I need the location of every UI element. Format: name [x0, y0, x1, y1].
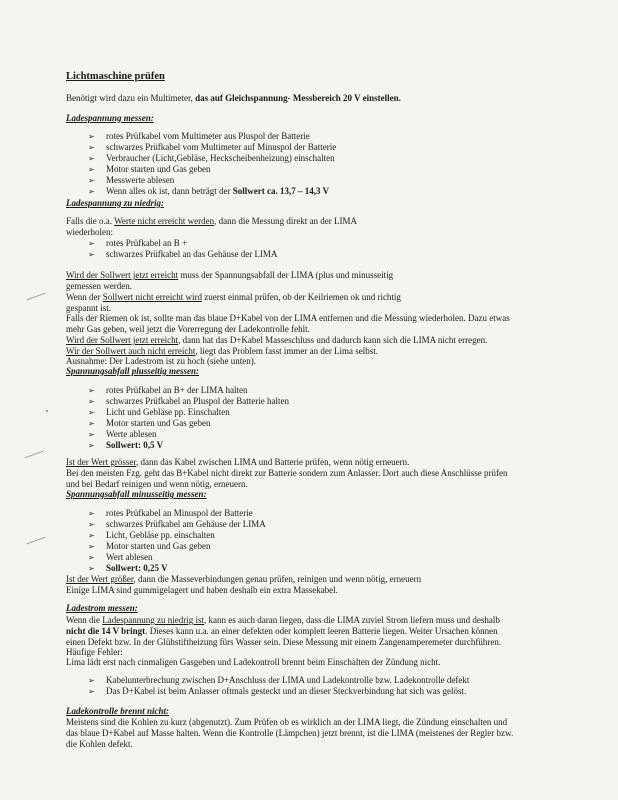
scan-mark — [26, 537, 45, 545]
paragraph-line: Ist der Wert größer, dann die Masseverbindungen genau prüfen, reinigen und wenn nötig, erneuern — [66, 574, 422, 584]
paragraph-line: und bei Bedarf reinigen und wenn nötig, erneuern. — [66, 479, 248, 489]
paragraph-line: einen Defekt bzw. In der Glühstiftheizung fürs Wasser sein. Diese Messung mit einem Zangenamperemeter durchführen. — [66, 637, 502, 647]
paragraph-line: Wenn der Sollwert nicht erreicht wird zuerst einmal prüfen, ob der Keilriemen ok und richtig — [66, 292, 401, 302]
paragraph-line: Häufige Fehler: — [66, 647, 123, 657]
list-item: ➢ Motor starten und Gas geben — [88, 418, 211, 428]
list-item: ➢ Licht, Gebläse pp. einschalten — [88, 530, 215, 540]
paragraph-line: Ausnahme: Der Ladestrom ist zu hoch (siehe unten). — [66, 356, 256, 366]
paragraph-line: Falls der Riemen ok ist, sollte man das blaue D+Kabel von der LIMA entfernen und die Messung wiederholen. Dazu etwas — [66, 313, 510, 323]
paragraph-line: Wird der Sollwert jetzt erreicht muss der Spannungsabfall der LIMA (plus und minusseitig — [66, 270, 394, 280]
paragraph-line: Einige LIMA sind gummigelagert und haben deshalb ein extra Massekabel. — [66, 585, 338, 595]
list-item: ➢ Sollwert: 0,5 V — [88, 440, 164, 450]
paragraph-line: mehr Gas geben, weil jetzt die Vorerregung der Ladekontrolle fehlt. — [66, 324, 310, 334]
paragraph-line: das blaue D+Kabel auf Masse halten. Wenn die Kontrolle (Lämpchen) jetzt brennt, ist die LIMA (meistenes der Regler bzw. — [66, 728, 514, 738]
intro-line: Benötigt wird dazu ein Multimeter, das auf Gleichspannung- Messbereich 20 V einstellen. — [66, 93, 401, 103]
list-item: ➢ rotes Prüfkabel an B + — [88, 238, 188, 248]
list-item: ➢ rotes Prüfkabel vom Multimeter aus Pluspol der Batterie — [88, 131, 310, 141]
paragraph-line: wiederholen: — [66, 227, 113, 237]
heading-ladespannung-zu-niedrig: Ladespannung zu niedrig: — [66, 198, 165, 208]
heading-ladestrom-messen: Ladestrom messen: — [66, 603, 138, 613]
scan-dot — [46, 410, 48, 412]
paragraph-line: Wir der Sollwert auch nicht erreicht, liegt das Problem fasst immer an der Lima selbst. — [66, 346, 379, 356]
list-item: ➢ Wenn alles ok ist, dann beträgt der Sollwert ca. 13,7 – 14,3 V — [88, 186, 330, 196]
paragraph-line: Bei den meisten Fzg. geht das B+Kabel nicht direkt zur Batterie sondern zum Anlasser. Dort auch diese Anschlüsse prüfen — [66, 468, 508, 478]
paragraph-line: die Kohlen defekt. — [66, 739, 133, 749]
paragraph-line: nicht die 14 V bringt. Dieses kann u.a. an einer defekten oder komplett leeren Batterie liegen. Weiter Ursachen können — [66, 626, 498, 636]
list-item: ➢ Licht und Gebläse pp. Einschalten — [88, 407, 230, 417]
list-item: ➢ Kabelunterbrechung zwischen D+Anschluss der LIMA und Ladekontrolle bzw. Ladekontrolle defekt — [88, 675, 470, 685]
list-item: ➢ rotes Prüfkabel an B+ der LIMA halten — [88, 385, 248, 395]
heading-spannungsabfall-minusseitig: Spannungsabfall minusseitig messen: — [66, 489, 207, 499]
list-item: ➢ Wert ablesen — [88, 552, 153, 562]
list-item: ➢ schwarzes Prüfkabel am Gehäuse der LIMA — [88, 519, 266, 529]
heading-ladespannung-messen: Ladespannung messen: — [66, 113, 154, 123]
document-title: Lichtmaschine prüfen — [66, 71, 165, 82]
heading-spannungsabfall-plusseitig: Spannungsabfall plusseitig messen: — [66, 366, 200, 376]
paragraph-line: Ist der Wert grösser, dann das Kabel zwischen LIMA und Batterie prüfen, wenn nötig erneuern. — [66, 457, 410, 467]
list-item: ➢ Werte ablesen — [88, 429, 157, 439]
paragraph-line: Lima lädt erst nach cinmaligen Gasgeben und Ladekontroll brennt beim Einschalten der Zündung nicht. — [66, 657, 441, 667]
paragraph-line: Falls die o.a. Werte nicht erreicht werden, dann die Messung direkt an der LIMA — [66, 216, 358, 226]
paragraph-line: Wird der Sollwert jetzt erreicht, dann hat das D+Kabel Masseschluss und dadurch kann sich die LIMA nicht erregen. — [66, 335, 488, 345]
paragraph-line: gespannt ist. — [66, 303, 111, 313]
scan-mark — [26, 293, 45, 301]
list-item: ➢ Das D+Kabel ist beim Anlasser oftmals gesteckt und an dieser Steckverbindung hat sich was gelöst. — [88, 686, 467, 696]
list-item: ➢ rotes Prüfkabel an Minuspol der Batterie — [88, 508, 253, 518]
list-item: ➢ Motor starten und Gas geben — [88, 541, 211, 551]
paragraph-line: Meistens sind die Kohlen zu kurz (abgenutzt). Zum Prüfen ob es wirklich an der LIMA liegt, die Zündung einschalten und — [66, 717, 508, 727]
heading-ladekontrolle-brennt-nicht: Ladekontrolle brennt nicht: — [66, 706, 170, 716]
list-item: ➢ Verbraucher (Licht,Gebläse, Heckscheibenheizung) einschalten — [88, 153, 335, 163]
scan-mark — [24, 451, 43, 459]
list-item: ➢ Messwerte ablesen — [88, 175, 175, 185]
paragraph-line: Wenn die Ladespannung zu niedrig ist, kann es auch daran liegen, dass die LIMA zuviel Strom liefern muss und deshalb — [66, 615, 500, 625]
list-item: ➢ schwarzes Prüfkabel an das Gehäuse der LIMA — [88, 249, 278, 259]
paragraph-line: gemessen werden. — [66, 281, 132, 291]
list-item: ➢ schwarzes Prüfkabel an Pluspol der Batterie halten — [88, 396, 289, 406]
list-item: ➢ Sollwert: 0,25 V — [88, 563, 168, 573]
list-item: ➢ Motor starten und Gas geben — [88, 164, 211, 174]
list-item: ➢ schwarzes Prüfkabel vom Multimeter auf Minuspol der Batterie — [88, 142, 337, 152]
